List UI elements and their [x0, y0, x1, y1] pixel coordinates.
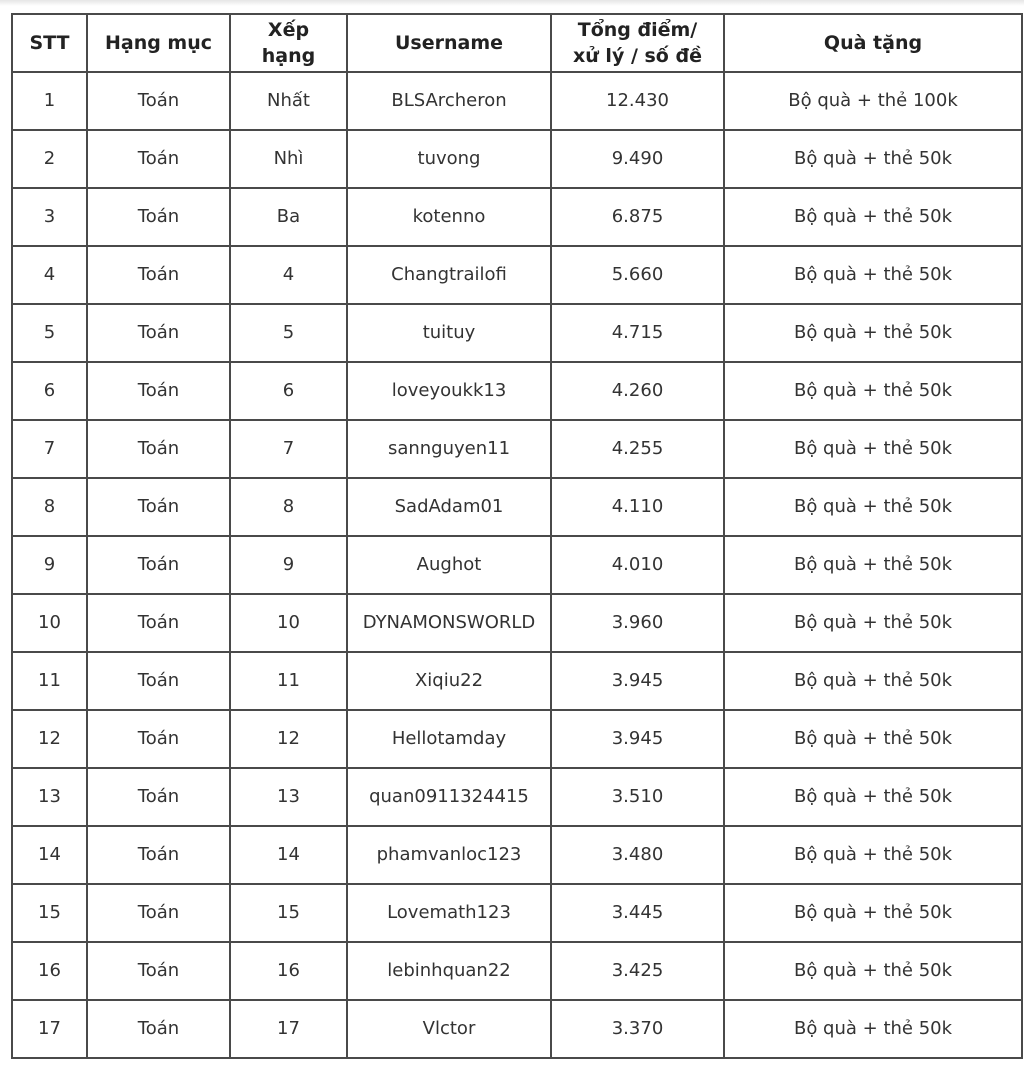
- cell-gift: Bộ quà + thẻ 50k: [724, 1000, 1022, 1058]
- table-row: [12, 942, 1022, 1000]
- cell-category: Toán: [87, 130, 230, 188]
- table-row: [12, 884, 1022, 942]
- cell-gift: Bộ quà + thẻ 50k: [724, 942, 1022, 1000]
- cell-score: 3.945: [551, 652, 724, 710]
- cell-category: Toán: [87, 942, 230, 1000]
- cell-score: 4.010: [551, 536, 724, 594]
- cell-stt: 16: [12, 942, 87, 1000]
- table-row: [12, 652, 1022, 710]
- table-row: [12, 768, 1022, 826]
- cell-score: 3.960: [551, 594, 724, 652]
- cell-score: 3.445: [551, 884, 724, 942]
- cell-stt: 13: [12, 768, 87, 826]
- cell-stt: 17: [12, 1000, 87, 1058]
- cell-username: Changtrailofi: [347, 246, 551, 304]
- cell-rank: 13: [230, 768, 347, 826]
- cell-category: Toán: [87, 536, 230, 594]
- cell-gift: Bộ quà + thẻ 50k: [724, 188, 1022, 246]
- cell-gift: Bộ quà + thẻ 50k: [724, 420, 1022, 478]
- cell-gift: Bộ quà + thẻ 50k: [724, 826, 1022, 884]
- cell-stt: 7: [12, 420, 87, 478]
- cell-category: Toán: [87, 652, 230, 710]
- cell-username: Vlctor: [347, 1000, 551, 1058]
- cell-username: BLSArcheron: [347, 72, 551, 130]
- cell-stt: 12: [12, 710, 87, 768]
- cell-category: Toán: [87, 362, 230, 420]
- cell-username: lebinhquan22: [347, 942, 551, 1000]
- cell-rank: 6: [230, 362, 347, 420]
- table-row: [12, 536, 1022, 594]
- cell-score: 3.425: [551, 942, 724, 1000]
- cell-stt: 10: [12, 594, 87, 652]
- leaderboard-table: [11, 13, 1023, 1059]
- table-row: [12, 478, 1022, 536]
- cell-rank: Ba: [230, 188, 347, 246]
- table-row: [12, 72, 1022, 130]
- cell-rank: 10: [230, 594, 347, 652]
- cell-stt: 9: [12, 536, 87, 594]
- header-score: Tổng điểm/ xử lý / số đề: [551, 14, 724, 72]
- cell-username: Hellotamday: [347, 710, 551, 768]
- cell-rank: 16: [230, 942, 347, 1000]
- cell-username: Xiqiu22: [347, 652, 551, 710]
- cell-score: 4.110: [551, 478, 724, 536]
- cell-category: Toán: [87, 420, 230, 478]
- cell-gift: Bộ quà + thẻ 50k: [724, 594, 1022, 652]
- cell-rank: 12: [230, 710, 347, 768]
- cell-stt: 5: [12, 304, 87, 362]
- cell-score: 9.490: [551, 130, 724, 188]
- cell-username: kotenno: [347, 188, 551, 246]
- table-body: [12, 72, 1022, 1058]
- cell-stt: 8: [12, 478, 87, 536]
- header-row: [12, 14, 1022, 72]
- header-stt: STT: [12, 14, 87, 72]
- table-row: [12, 304, 1022, 362]
- cell-stt: 3: [12, 188, 87, 246]
- cell-score: 4.255: [551, 420, 724, 478]
- cell-rank: 14: [230, 826, 347, 884]
- cell-rank: 9: [230, 536, 347, 594]
- cell-score: 3.510: [551, 768, 724, 826]
- cell-rank: 7: [230, 420, 347, 478]
- header-rank: Xếp hạng: [230, 14, 347, 72]
- cell-username: tuvong: [347, 130, 551, 188]
- table-row: [12, 710, 1022, 768]
- table-row: [12, 420, 1022, 478]
- cell-category: Toán: [87, 304, 230, 362]
- table-row: [12, 246, 1022, 304]
- cell-gift: Bộ quà + thẻ 50k: [724, 478, 1022, 536]
- cell-gift: Bộ quà + thẻ 50k: [724, 884, 1022, 942]
- cell-rank: Nhì: [230, 130, 347, 188]
- cell-score: 12.430: [551, 72, 724, 130]
- cell-gift: Bộ quà + thẻ 50k: [724, 304, 1022, 362]
- cell-category: Toán: [87, 768, 230, 826]
- table-row: [12, 130, 1022, 188]
- cell-stt: 2: [12, 130, 87, 188]
- cell-username: Aughot: [347, 536, 551, 594]
- cell-gift: Bộ quà + thẻ 50k: [724, 246, 1022, 304]
- table-row: [12, 1000, 1022, 1058]
- table-header: [12, 14, 1022, 72]
- cell-category: Toán: [87, 710, 230, 768]
- cell-username: SadAdam01: [347, 478, 551, 536]
- cell-gift: Bộ quà + thẻ 50k: [724, 536, 1022, 594]
- header-category: Hạng mục: [87, 14, 230, 72]
- cell-stt: 6: [12, 362, 87, 420]
- cell-stt: 4: [12, 246, 87, 304]
- cell-gift: Bộ quà + thẻ 50k: [724, 362, 1022, 420]
- cell-username: sannguyen11: [347, 420, 551, 478]
- cell-rank: Nhất: [230, 72, 347, 130]
- table-row: [12, 362, 1022, 420]
- cell-username: tuituy: [347, 304, 551, 362]
- cell-rank: 11: [230, 652, 347, 710]
- cell-score: 3.370: [551, 1000, 724, 1058]
- table-row: [12, 594, 1022, 652]
- table-row: [12, 188, 1022, 246]
- header-gift: Quà tặng: [724, 14, 1022, 72]
- cell-score: 4.715: [551, 304, 724, 362]
- cell-gift: Bộ quà + thẻ 100k: [724, 72, 1022, 130]
- cell-stt: 11: [12, 652, 87, 710]
- table-row: [12, 826, 1022, 884]
- header-username: Username: [347, 14, 551, 72]
- cell-rank: 4: [230, 246, 347, 304]
- cell-rank: 5: [230, 304, 347, 362]
- cell-score: 3.945: [551, 710, 724, 768]
- cell-score: 5.660: [551, 246, 724, 304]
- cell-score: 4.260: [551, 362, 724, 420]
- cell-category: Toán: [87, 246, 230, 304]
- cell-rank: 17: [230, 1000, 347, 1058]
- cell-stt: 14: [12, 826, 87, 884]
- cell-username: loveyoukk13: [347, 362, 551, 420]
- cell-stt: 1: [12, 72, 87, 130]
- cell-username: DYNAMONSWORLD: [347, 594, 551, 652]
- cell-stt: 15: [12, 884, 87, 942]
- cell-category: Toán: [87, 72, 230, 130]
- cell-score: 3.480: [551, 826, 724, 884]
- cell-category: Toán: [87, 478, 230, 536]
- cell-gift: Bộ quà + thẻ 50k: [724, 710, 1022, 768]
- cell-category: Toán: [87, 884, 230, 942]
- cell-rank: 15: [230, 884, 347, 942]
- cell-category: Toán: [87, 594, 230, 652]
- cell-category: Toán: [87, 188, 230, 246]
- top-edge-shadow: [0, 0, 1024, 6]
- cell-rank: 8: [230, 478, 347, 536]
- cell-score: 6.875: [551, 188, 724, 246]
- cell-username: Lovemath123: [347, 884, 551, 942]
- cell-category: Toán: [87, 1000, 230, 1058]
- cell-gift: Bộ quà + thẻ 50k: [724, 652, 1022, 710]
- cell-gift: Bộ quà + thẻ 50k: [724, 130, 1022, 188]
- cell-gift: Bộ quà + thẻ 50k: [724, 768, 1022, 826]
- cell-category: Toán: [87, 826, 230, 884]
- cell-username: quan0911324415: [347, 768, 551, 826]
- cell-username: phamvanloc123: [347, 826, 551, 884]
